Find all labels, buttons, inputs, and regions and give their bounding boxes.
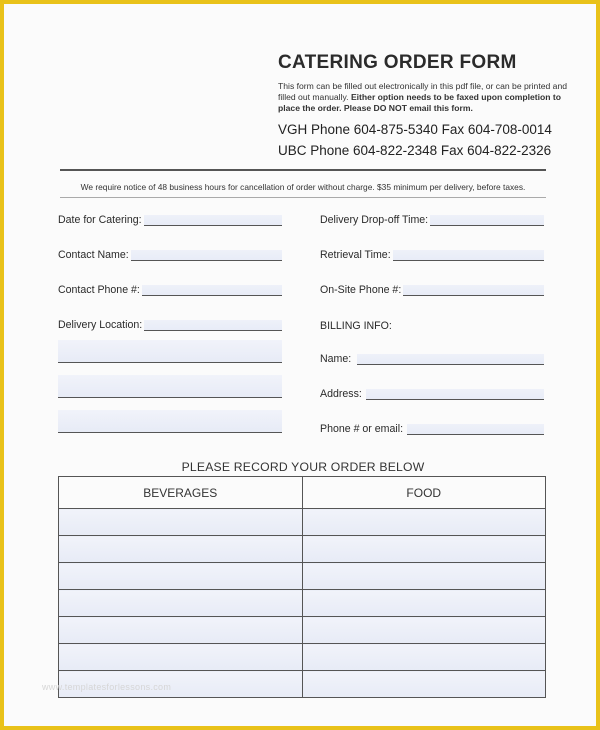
- delivery-location-label: Delivery Location:: [58, 319, 143, 331]
- beverage-cell[interactable]: [59, 644, 303, 671]
- beverage-cell[interactable]: [59, 509, 303, 536]
- delivery-location-line-2[interactable]: [58, 340, 282, 363]
- beverage-cell[interactable]: [59, 563, 303, 590]
- cancellation-notice: We require notice of 48 business hours for cancellation of order without charge. $35 minimum per delivery, before taxes.: [80, 182, 526, 192]
- onsite-phone-label: On-Site Phone #:: [320, 284, 402, 296]
- contact-name-field: [58, 247, 282, 261]
- billing-address-label: Address:: [320, 388, 362, 400]
- order-table-header: [59, 477, 546, 509]
- watermark: www.templatesforlessons.com: [42, 682, 172, 692]
- ubc-contact: UBC Phone 604-822-2348 Fax 604-822-2326: [278, 143, 552, 158]
- retrieval-time-field: [320, 247, 544, 261]
- retrieval-time-label: Retrieval Time:: [320, 249, 391, 261]
- date-field: [58, 212, 282, 226]
- delivery-location-field: [58, 317, 282, 331]
- billing-address-input[interactable]: [366, 389, 544, 400]
- table-row: [59, 509, 546, 536]
- form-instructions: [278, 81, 578, 113]
- table-row: [59, 536, 546, 563]
- beverage-cell[interactable]: [59, 617, 303, 644]
- food-cell[interactable]: [302, 644, 546, 671]
- order-heading: PLEASE RECORD YOUR ORDER BELOW: [181, 460, 425, 474]
- delivery-location-line-4[interactable]: [58, 410, 282, 433]
- form-page: [4, 4, 596, 726]
- beverages-header: BEVERAGES: [59, 477, 303, 509]
- dropoff-time-label: Delivery Drop-off Time:: [320, 214, 429, 226]
- billing-info-heading: BILLING INFO:: [320, 320, 392, 332]
- table-row: [59, 590, 546, 617]
- form-title: CATERING ORDER FORM: [278, 52, 517, 73]
- food-cell[interactable]: [302, 671, 546, 698]
- retrieval-time-input[interactable]: [393, 250, 544, 261]
- delivery-location-input[interactable]: [144, 320, 282, 331]
- food-cell[interactable]: [302, 563, 546, 590]
- food-cell[interactable]: [302, 509, 546, 536]
- instructions-plain: This form can be filled out electronically in this pdf file, or can be printed and filled out manually.: [278, 81, 567, 102]
- beverage-cell[interactable]: [59, 590, 303, 617]
- food-cell[interactable]: [302, 617, 546, 644]
- food-header: FOOD: [302, 477, 546, 509]
- billing-phone-email-label: Phone # or email:: [320, 423, 404, 435]
- billing-address-field: [320, 386, 544, 400]
- notice-divider: [60, 197, 546, 198]
- delivery-location-line-3[interactable]: [58, 375, 282, 398]
- dropoff-time-field: [320, 212, 544, 226]
- billing-name-input[interactable]: [357, 354, 544, 365]
- billing-phone-email-field: [320, 421, 544, 435]
- date-input[interactable]: [144, 215, 282, 226]
- instructions-bold: Either option needs to be faxed upon completion to place the order. Please DO NOT email this form.: [278, 91, 562, 113]
- dropoff-time-input[interactable]: [430, 215, 544, 226]
- order-table: [58, 476, 546, 698]
- onsite-phone-input[interactable]: [403, 285, 544, 296]
- vgh-contact: VGH Phone 604-875-5340 Fax 604-708-0014: [278, 122, 552, 137]
- contact-name-input[interactable]: [131, 250, 282, 261]
- table-row: [59, 563, 546, 590]
- billing-name-label: Name:: [320, 353, 352, 365]
- header-divider: [60, 169, 546, 171]
- billing-name-field: [320, 351, 544, 365]
- food-cell[interactable]: [302, 536, 546, 563]
- onsite-phone-field: [320, 282, 544, 296]
- food-cell[interactable]: [302, 590, 546, 617]
- contact-phone-label: Contact Phone #:: [58, 284, 140, 296]
- date-label: Date for Catering:: [58, 214, 142, 226]
- contact-phone-field: [58, 282, 282, 296]
- billing-phone-email-input[interactable]: [407, 424, 544, 435]
- table-row: [59, 617, 546, 644]
- beverage-cell[interactable]: [59, 536, 303, 563]
- table-row: [59, 644, 546, 671]
- contact-phone-input[interactable]: [142, 285, 282, 296]
- contact-name-label: Contact Name:: [58, 249, 129, 261]
